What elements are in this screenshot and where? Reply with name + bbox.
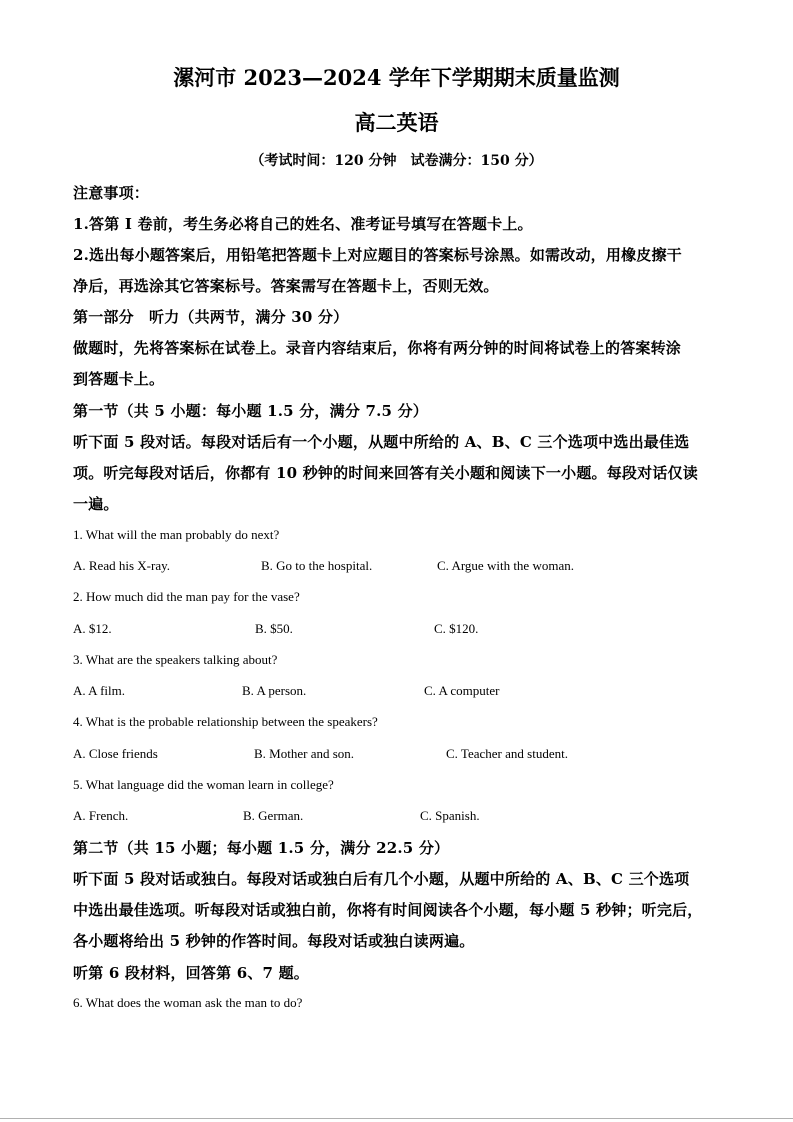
option-c: C. Teacher and student.	[446, 746, 568, 761]
option-a: A. A film.	[73, 683, 126, 698]
section1-instructions: 一遍。	[73, 495, 119, 513]
exam-info: （考试时间：120 分钟 试卷满分：150 分）	[250, 153, 543, 169]
notes-item: 1.答第 I 卷前，考生务必将自己的姓名、准考证号填写在答题卡上。	[73, 215, 533, 233]
material-note: 听第 6 段材料，回答第 6、7 题。	[73, 964, 310, 982]
option-b: B. A person.	[242, 683, 307, 698]
section2-instructions: 中选出最佳选项。听每段对话或独白前，你将有时间阅读各个小题，每小题 5 秒钟；听完后，	[73, 901, 703, 919]
section2-instructions: 各小题将给出 5 秒钟的作答时间。每段对话或独白读两遍。	[73, 932, 475, 950]
option-a: A. Read his X-ray.	[73, 558, 170, 573]
question-4: 4. What is the probable relationship between the speakers?	[73, 714, 378, 729]
exam-subtitle: 高二英语	[354, 110, 439, 135]
part1-intro: 到答题卡上。	[73, 370, 165, 388]
option-b: B. Mother and son.	[254, 746, 355, 761]
question-5: 5. What language did the woman learn in college?	[73, 777, 334, 792]
notes-heading: 注意事项：	[73, 184, 150, 202]
notes-item: 净后，再选涂其它答案标号。答案需写在答题卡上，否则无效。	[73, 277, 499, 295]
question-2: 2. How much did the man pay for the vase?	[73, 589, 300, 604]
section2-heading: 第二节（共 15 小题；每小题 1.5 分，满分 22.5 分）	[73, 839, 450, 857]
option-b: B. Go to the hospital.	[261, 558, 373, 573]
section2-instructions: 听下面 5 段对话或独白。每段对话或独白后有几个小题，从题中所给的 A、B、C 三个选项	[73, 870, 690, 888]
page-bottom-rule	[0, 1118, 793, 1119]
option-a: A. $12.	[73, 621, 112, 636]
section1-instructions: 听下面 5 段对话。每段对话后有一个小题，从题中所给的 A、B、C 三个选项中选出最佳选	[73, 433, 690, 451]
question-1: 1. What will the man probably do next?	[73, 527, 280, 542]
option-b: B. $50.	[255, 621, 293, 636]
question-6: 6. What does the woman ask the man to do?	[73, 995, 303, 1010]
option-c: C. $120.	[434, 621, 479, 636]
option-c: C. Argue with the woman.	[437, 558, 574, 573]
question-3: 3. What are the speakers talking about?	[73, 652, 278, 667]
option-a: A. French.	[73, 808, 129, 823]
section1-instructions: 项。听完每段对话后，你都有 10 秒钟的时间来回答有关小题和阅读下一小题。每段对话仅读	[73, 464, 698, 482]
part1-intro: 做题时，先将答案标在试卷上。录音内容结束后，你将有两分钟的时间将试卷上的答案转涂	[73, 339, 682, 357]
section1-heading: 第一节（共 5 小题：每小题 1.5 分，满分 7.5 分）	[73, 402, 428, 420]
option-c: C. Spanish.	[420, 808, 480, 823]
exam-title: 漯河市 2023—2024 学年下学期期末质量监测	[173, 65, 620, 90]
option-b: B. German.	[243, 808, 304, 823]
notes-item: 2.选出每小题答案后，用铅笔把答题卡上对应题目的答案标号涂黑。如需改动，用橡皮擦干	[73, 246, 682, 264]
option-c: C. A computer	[424, 683, 500, 698]
part1-heading: 第一部分 听力（共两节，满分 30 分）	[73, 308, 349, 326]
option-a: A. Close friends	[73, 746, 158, 761]
